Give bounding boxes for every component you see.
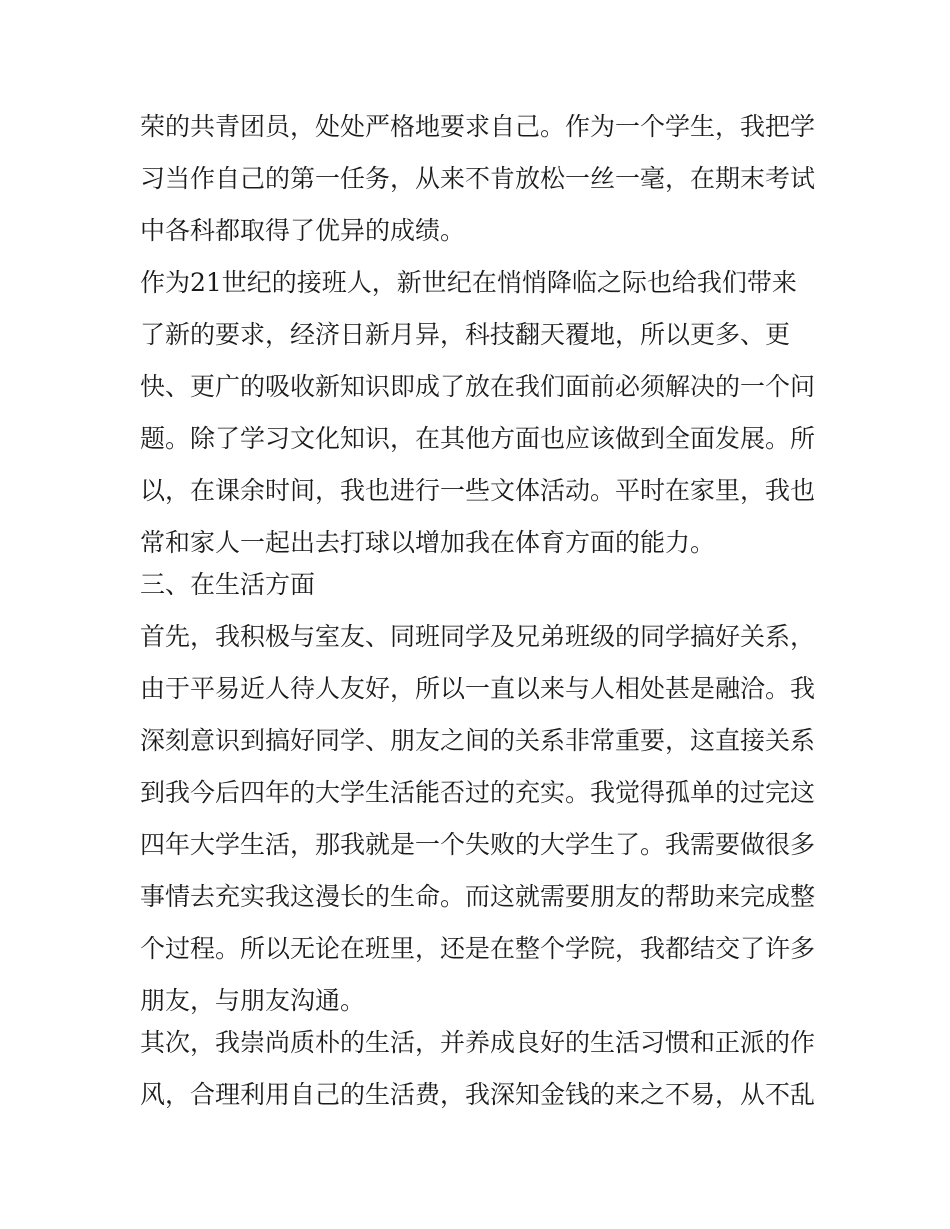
text-line: 作为21世纪的接班人，新世纪在悄悄降临之际也给我们带来 bbox=[140, 268, 797, 297]
text-line: 习当作自己的第一任务，从来不肯放松一丝一毫，在期末考试 bbox=[140, 164, 816, 193]
text-line: 常和家人一起出去打球以增加我在体育方面的能力。 bbox=[140, 528, 716, 557]
text-line: 首先，我积极与室友、同班同学及兄弟班级的同学搞好关系， bbox=[140, 622, 816, 651]
text-line: 深刻意识到搞好同学、朋友之间的关系非常重要，这直接关系 bbox=[140, 726, 816, 755]
text-line: 朋友，与朋友沟通。 bbox=[140, 986, 366, 1015]
text-line: 由于平易近人待人友好，所以一直以来与人相处甚是融洽。我 bbox=[140, 674, 816, 703]
text-line: 了新的要求，经济日新月异，科技翻天覆地，所以更多、更 bbox=[140, 320, 791, 349]
text-line: 四年大学生活，那我就是一个失败的大学生了。我需要做很多 bbox=[140, 830, 816, 859]
text-line: 快、更广的吸收新知识即成了放在我们面前必须解决的一个问 bbox=[140, 372, 816, 401]
text-line: 以，在课余时间，我也进行一些文体活动。平时在家里，我也 bbox=[140, 476, 816, 505]
text-line: 到我今后四年的大学生活能否过的充实。我觉得孤单的过完这 bbox=[140, 778, 816, 807]
text-line: 题。除了学习文化知识，在其他方面也应该做到全面发展。所 bbox=[140, 424, 816, 453]
text-line: 个过程。所以无论在班里，还是在整个学院，我都结交了许多 bbox=[140, 934, 816, 963]
text-line: 中各科都取得了优异的成绩。 bbox=[140, 216, 466, 245]
text-line: 其次，我崇尚质朴的生活，并养成良好的生活习惯和正派的作 bbox=[140, 1028, 816, 1057]
section-heading: 三、在生活方面 bbox=[140, 570, 316, 599]
text-line: 荣的共青团员，处处严格地要求自己。作为一个学生，我把学 bbox=[140, 112, 816, 141]
text-line: 风，合理利用自己的生活费，我深知金钱的来之不易，从不乱 bbox=[140, 1080, 816, 1109]
text-line: 事情去充实我这漫长的生命。而这就需要朋友的帮助来完成整 bbox=[140, 882, 816, 911]
